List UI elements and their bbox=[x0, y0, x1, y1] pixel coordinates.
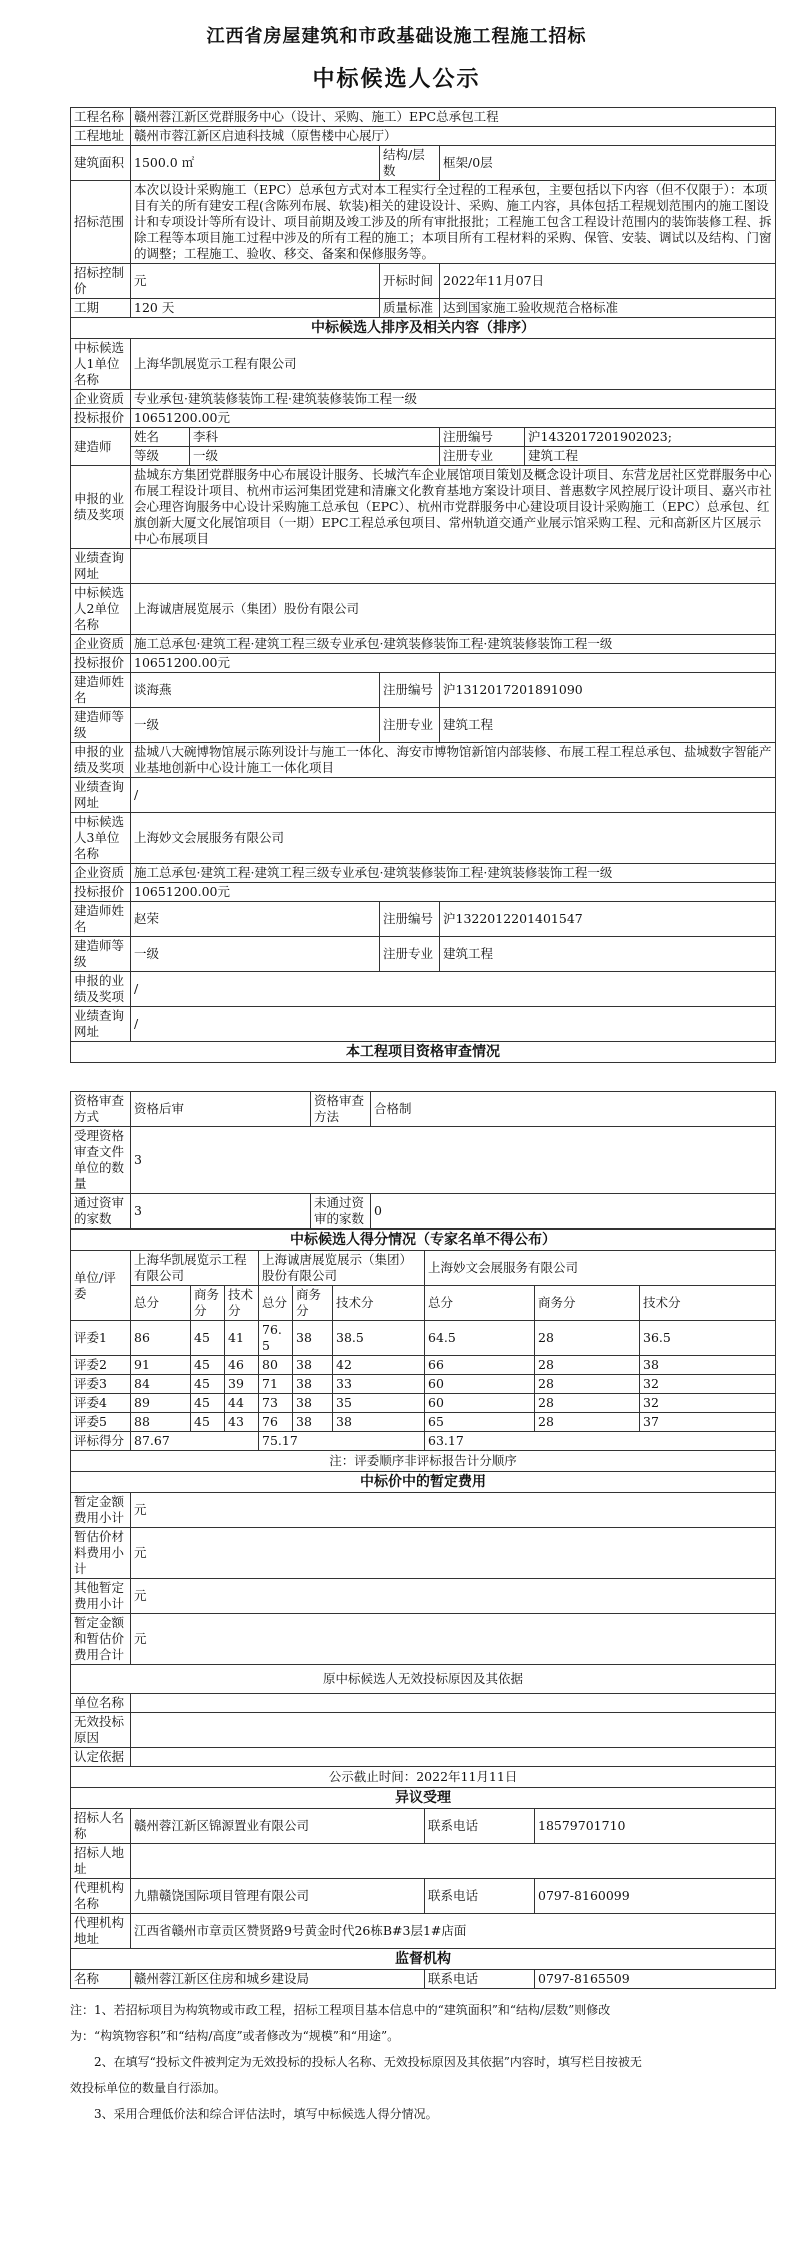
passed-count: 3 bbox=[131, 1194, 311, 1229]
score-cell: 80 bbox=[259, 1356, 293, 1375]
score-cell: 41 bbox=[225, 1321, 259, 1356]
footnote-line: 3、采用合理低价法和综合评估法时，填写中标候选人得分情况。 bbox=[94, 2107, 438, 2121]
label-cell: 代理机构地址 bbox=[71, 1914, 131, 1949]
score-cell: 38.5 bbox=[333, 1321, 425, 1356]
label-cell: 招标控制价 bbox=[71, 264, 131, 299]
score-cell: 45 bbox=[191, 1356, 225, 1375]
footnote-line: 2、在填写“投标文件被判定为无效投标的投标人名称、无效投标原因及其依据”内容时，填写栏目按被无 bbox=[94, 2055, 642, 2069]
candidate-bid: 10651200.00元 bbox=[131, 654, 776, 673]
label-cell: 投标报价 bbox=[71, 409, 131, 428]
score-cell: 36.5 bbox=[640, 1321, 776, 1356]
score-cell: 45 bbox=[191, 1413, 225, 1432]
label-cell: 代理机构名称 bbox=[71, 1879, 131, 1914]
builder-grade: 一级 bbox=[131, 937, 380, 972]
section-title: 中标价中的暂定费用 bbox=[71, 1472, 776, 1493]
label-cell: 注册专业 bbox=[440, 447, 525, 466]
label-cell: 注册专业 bbox=[380, 937, 440, 972]
col-header: 总分 bbox=[131, 1286, 191, 1321]
candidate-quals: 专业承包·建筑装修装饰工程·建筑装修装饰工程一级 bbox=[131, 390, 776, 409]
builder-reg-no: 沪1322012201401547 bbox=[440, 902, 776, 937]
score-cell: 28 bbox=[535, 1356, 640, 1375]
score-cell: 38 bbox=[293, 1356, 333, 1375]
label-cell: 单位名称 bbox=[71, 1694, 131, 1713]
builder-major: 建筑工程 bbox=[440, 708, 776, 743]
footnotes bbox=[70, 1997, 775, 2127]
label-cell: 等级 bbox=[131, 447, 190, 466]
label-cell: 建造师 bbox=[71, 428, 131, 466]
label-cell: 暂定金额和暂估价费用合计 bbox=[71, 1614, 131, 1665]
label-cell: 联系电话 bbox=[425, 1970, 535, 1989]
score-cell: 84 bbox=[131, 1375, 191, 1394]
judge-label: 评委4 bbox=[71, 1394, 131, 1413]
table-row bbox=[71, 1321, 776, 1356]
review-eval-method: 合格制 bbox=[371, 1092, 776, 1127]
label-cell: 联系电话 bbox=[425, 1879, 535, 1914]
score-cell: 45 bbox=[191, 1321, 225, 1356]
candidate-quals: 施工总承包·建筑工程·建筑工程三级专业承包·建筑装修装饰工程·建筑装修装饰工程一级 bbox=[131, 635, 776, 654]
label-cell: 评标得分 bbox=[71, 1432, 131, 1451]
builder-reg-no: 沪1432017201902023; bbox=[525, 428, 776, 447]
duration: 120 天 bbox=[131, 299, 380, 318]
candidate-performance: 盐城八大碗博物馆展示陈列设计与施工一体化、海安市博物馆新馆内部装修、布展工程工程总承包、盐城数字智能产业基地创新中心设计施工一体化项目 bbox=[131, 743, 776, 778]
score-cell: 44 bbox=[225, 1394, 259, 1413]
score-cell: 43 bbox=[225, 1413, 259, 1432]
candidate-rank-label: 中标候选人1单位名称 bbox=[71, 339, 131, 390]
label-cell: 建筑面积 bbox=[71, 146, 131, 181]
provisional-value: 元 bbox=[131, 1579, 776, 1614]
label-cell: 建造师姓名 bbox=[71, 673, 131, 708]
label-cell: 建造师等级 bbox=[71, 708, 131, 743]
judge-label: 评委1 bbox=[71, 1321, 131, 1356]
score-cell: 60 bbox=[425, 1375, 535, 1394]
col-header: 技术分 bbox=[225, 1286, 259, 1321]
score-cell: 76 bbox=[259, 1413, 293, 1432]
score-cell: 71 bbox=[259, 1375, 293, 1394]
judge-label: 评委3 bbox=[71, 1375, 131, 1394]
tenderer-name: 赣州蓉江新区锦源置业有限公司 bbox=[131, 1809, 425, 1844]
score-cell: 88 bbox=[131, 1413, 191, 1432]
label-cell: 通过资审的家数 bbox=[71, 1194, 131, 1229]
col-header: 商务分 bbox=[191, 1286, 225, 1321]
invalid-company bbox=[131, 1694, 776, 1713]
builder-major: 建筑工程 bbox=[440, 937, 776, 972]
tenderer-phone: 18579701710 bbox=[535, 1809, 776, 1844]
label-cell: 工期 bbox=[71, 299, 131, 318]
builder-grade: 一级 bbox=[190, 447, 440, 466]
label-cell: 申报的业绩及奖项 bbox=[71, 972, 131, 1007]
label-cell: 工程名称 bbox=[71, 108, 131, 127]
builder-name: 谈海燕 bbox=[131, 673, 380, 708]
project-name: 赣州蓉江新区党群服务中心（设计、采购、施工）EPC总承包工程 bbox=[131, 108, 776, 127]
section-title: 原中标候选人无效投标原因及其依据 bbox=[71, 1665, 776, 1694]
score-cell: 32 bbox=[640, 1394, 776, 1413]
invalid-basis bbox=[131, 1748, 776, 1767]
label-cell: 认定依据 bbox=[71, 1748, 131, 1767]
score-company-header: 上海华凯展览示工程有限公司 bbox=[131, 1251, 259, 1286]
table-row bbox=[71, 1356, 776, 1375]
score-cell: 76.5 bbox=[259, 1321, 293, 1356]
label-cell: 注册编号 bbox=[440, 428, 525, 447]
label-cell: 申报的业绩及奖项 bbox=[71, 466, 131, 549]
col-header: 商务分 bbox=[535, 1286, 640, 1321]
label-cell: 工程地址 bbox=[71, 127, 131, 146]
label-cell: 企业资质 bbox=[71, 635, 131, 654]
scores-table bbox=[70, 1229, 776, 1989]
score-company-header: 上海妙文会展服务有限公司 bbox=[425, 1251, 776, 1286]
label-cell: 资格审查方法 bbox=[311, 1092, 371, 1127]
final-score: 75.17 bbox=[259, 1432, 425, 1451]
label-cell: 无效投标原因 bbox=[71, 1713, 131, 1748]
score-cell: 28 bbox=[535, 1321, 640, 1356]
builder-name: 李科 bbox=[190, 428, 440, 447]
candidate-rank-label: 中标候选人2单位名称 bbox=[71, 584, 131, 635]
score-cell: 86 bbox=[131, 1321, 191, 1356]
col-header: 商务分 bbox=[293, 1286, 333, 1321]
candidate-company: 上海妙文会展服务有限公司 bbox=[131, 813, 776, 864]
score-cell: 32 bbox=[640, 1375, 776, 1394]
label-cell: 注册编号 bbox=[380, 673, 440, 708]
label-cell: 建造师等级 bbox=[71, 937, 131, 972]
project-scope: 本次以设计采购施工（EPC）总承包方式对本工程实行全过程的工程承包，主要包括以下内容（但不仅限于）：本项目有关的所有建安工程(含陈列布展、软装)相关的建设设计、采购、施工内容，具体包括工程规划范围内的施工图设计和专项设计等所有设计、项目前期及竣工涉及的所有审批报批；工程施工包含工程设计范围内的装饰装修工程、拆除工程等本项目施工过程中涉及的所有工程的施工；本项目所有工程材料的采购、保管、安装、调试以及结构、门窗的调整；工程施工、验收、移交、备案和保修服务等。 bbox=[131, 181, 776, 264]
col-header: 技术分 bbox=[333, 1286, 425, 1321]
label-cell: 招标人地址 bbox=[71, 1844, 131, 1879]
label-cell: 开标时间 bbox=[380, 264, 440, 299]
score-cell: 28 bbox=[535, 1394, 640, 1413]
col-header: 总分 bbox=[425, 1286, 535, 1321]
builder-grade: 一级 bbox=[131, 708, 380, 743]
query-url: / bbox=[131, 1007, 776, 1042]
page-title: 江西省房屋建筑和市政基础设施工程施工招标 bbox=[206, 26, 587, 47]
project-area: 1500.0 ㎡ bbox=[131, 146, 380, 181]
score-cell: 28 bbox=[535, 1413, 640, 1432]
candidate-performance: 盐城东方集团党群服务中心布展设计服务、长城汽车企业展馆项目策划及概念设计项目、东营龙居社区党群服务中心布展工程设计项目、杭州市运河集团党建和清廉文化教育基地方案设计项目、普惠数字风控展厅设计项目、嘉兴市社会心理咨询服务中心设计采购施工总承包（EPC）、杭州市党群服务中心建设项目设计采购施工（EPC）总承包、红旗创新大厦文化展馆项目（一期）EPC工程总承包项目、常州轨道交通产业展示馆采购工程、元和高新区片区展示中心布展项目 bbox=[131, 466, 776, 549]
score-cell: 39 bbox=[225, 1375, 259, 1394]
candidate-performance: / bbox=[131, 972, 776, 1007]
failed-count: 0 bbox=[371, 1194, 776, 1229]
score-note: 注：评委顺序非评标报告计分顺序 bbox=[71, 1451, 776, 1472]
score-cell: 33 bbox=[333, 1375, 425, 1394]
tenderer-address bbox=[131, 1844, 776, 1879]
score-cell: 73 bbox=[259, 1394, 293, 1413]
footnote-line: 注：1、若招标项目为构筑物或市政工程，招标工程项目基本信息中的“建筑面积”和“结构/层数”则修改 bbox=[70, 2003, 611, 2017]
candidate-company: 上海诚唐展览展示（集团）股份有限公司 bbox=[131, 584, 776, 635]
agent-name: 九鼎赣饶国际项目管理有限公司 bbox=[131, 1879, 425, 1914]
judge-label: 评委2 bbox=[71, 1356, 131, 1375]
label-cell: 联系电话 bbox=[425, 1809, 535, 1844]
label-cell: 质量标准 bbox=[380, 299, 440, 318]
accepted-count: 3 bbox=[131, 1127, 776, 1194]
provisional-value: 元 bbox=[131, 1493, 776, 1528]
score-cell: 64.5 bbox=[425, 1321, 535, 1356]
candidate-bid: 10651200.00元 bbox=[131, 883, 776, 902]
label-cell: 业绩查询网址 bbox=[71, 1007, 131, 1042]
final-score: 63.17 bbox=[425, 1432, 776, 1451]
query-url bbox=[131, 549, 776, 584]
supervisor-name: 赣州蓉江新区住房和城乡建设局 bbox=[131, 1970, 425, 1989]
footnote-line: 为：“构筑物容积”和“结构/高度”或者修改为“规模”和“用途”。 bbox=[70, 2029, 400, 2043]
label-cell: 未通过资审的家数 bbox=[311, 1194, 371, 1229]
score-cell: 45 bbox=[191, 1375, 225, 1394]
label-cell: 投标报价 bbox=[71, 883, 131, 902]
builder-reg-no: 沪1312017201891090 bbox=[440, 673, 776, 708]
section-title: 中标候选人排序及相关内容（排序） bbox=[71, 318, 776, 339]
query-url: / bbox=[131, 778, 776, 813]
label-cell: 注册专业 bbox=[380, 708, 440, 743]
score-cell: 45 bbox=[191, 1394, 225, 1413]
label-cell: 建造师姓名 bbox=[71, 902, 131, 937]
builder-name: 赵荣 bbox=[131, 902, 380, 937]
score-cell: 38 bbox=[333, 1413, 425, 1432]
score-cell: 28 bbox=[535, 1375, 640, 1394]
label-cell: 企业资质 bbox=[71, 864, 131, 883]
table-row bbox=[71, 1413, 776, 1432]
bid-open-time: 2022年11月07日 bbox=[440, 264, 776, 299]
final-score: 87.67 bbox=[131, 1432, 259, 1451]
review-method: 资格后审 bbox=[131, 1092, 311, 1127]
agent-phone: 0797-8160099 bbox=[535, 1879, 776, 1914]
score-cell: 38 bbox=[293, 1321, 333, 1356]
section-title: 异议受理 bbox=[71, 1788, 776, 1809]
section-title: 本工程项目资格审查情况 bbox=[71, 1042, 776, 1063]
footnote-line: 效投标单位的数量自行添加。 bbox=[70, 2081, 227, 2095]
score-cell: 37 bbox=[640, 1413, 776, 1432]
score-cell: 38 bbox=[640, 1356, 776, 1375]
page-subtitle: 中标候选人公示 bbox=[312, 66, 481, 92]
label-cell: 暂估价材料费用小计 bbox=[71, 1528, 131, 1579]
provisional-value: 元 bbox=[131, 1614, 776, 1665]
control-price: 元 bbox=[131, 264, 380, 299]
score-cell: 89 bbox=[131, 1394, 191, 1413]
supervisor-phone: 0797-8165509 bbox=[535, 1970, 776, 1989]
label-cell: 业绩查询网址 bbox=[71, 778, 131, 813]
candidate-rank-label: 中标候选人3单位名称 bbox=[71, 813, 131, 864]
label-cell: 招标范围 bbox=[71, 181, 131, 264]
agent-address: 江西省赣州市章贡区赞贤路9号黄金时代26栋B#3层1#店面 bbox=[131, 1914, 776, 1949]
judge-label: 评委5 bbox=[71, 1413, 131, 1432]
score-company-header: 上海诚唐展览展示（集团）股份有限公司 bbox=[259, 1251, 425, 1286]
label-cell: 暂定金额费用小计 bbox=[71, 1493, 131, 1528]
score-cell: 38 bbox=[293, 1375, 333, 1394]
label-cell: 结构/层数 bbox=[380, 146, 440, 181]
label-cell: 资格审查方式 bbox=[71, 1092, 131, 1127]
label-cell: 企业资质 bbox=[71, 390, 131, 409]
score-cell: 38 bbox=[293, 1394, 333, 1413]
label-cell: 业绩查询网址 bbox=[71, 549, 131, 584]
candidate-company: 上海华凯展览示工程有限公司 bbox=[131, 339, 776, 390]
col-header: 技术分 bbox=[640, 1286, 776, 1321]
score-cell: 46 bbox=[225, 1356, 259, 1375]
project-location: 赣州市蓉江新区启迪科技城（原售楼中心展厅） bbox=[131, 127, 776, 146]
score-cell: 35 bbox=[333, 1394, 425, 1413]
score-cell: 42 bbox=[333, 1356, 425, 1375]
score-cell: 65 bbox=[425, 1413, 535, 1432]
project-info-table bbox=[70, 107, 776, 1063]
score-cell: 38 bbox=[293, 1413, 333, 1432]
label-cell: 投标报价 bbox=[71, 654, 131, 673]
section-title: 监督机构 bbox=[71, 1949, 776, 1970]
label-cell: 姓名 bbox=[131, 428, 190, 447]
label-cell: 受理资格审查文件单位的数量 bbox=[71, 1127, 131, 1194]
label-cell: 其他暂定费用小计 bbox=[71, 1579, 131, 1614]
col-header: 总分 bbox=[259, 1286, 293, 1321]
score-cell: 60 bbox=[425, 1394, 535, 1413]
invalid-reason bbox=[131, 1713, 776, 1748]
builder-major: 建筑工程 bbox=[525, 447, 776, 466]
candidate-bid: 10651200.00元 bbox=[131, 409, 776, 428]
provisional-value: 元 bbox=[131, 1528, 776, 1579]
label-cell: 注册编号 bbox=[380, 902, 440, 937]
project-structure: 框架/0层 bbox=[440, 146, 776, 181]
quality-standard: 达到国家施工验收规范合格标准 bbox=[440, 299, 776, 318]
table-row bbox=[71, 1375, 776, 1394]
label-cell: 单位/评委 bbox=[71, 1251, 131, 1321]
candidate-quals: 施工总承包·建筑工程·建筑工程三级专业承包·建筑装修装饰工程·建筑装修装饰工程一级 bbox=[131, 864, 776, 883]
qualification-table bbox=[70, 1091, 776, 1229]
label-cell: 申报的业绩及奖项 bbox=[71, 743, 131, 778]
publicity-deadline: 公示截止时间：2022年11月11日 bbox=[71, 1767, 776, 1788]
table-row bbox=[71, 1394, 776, 1413]
score-cell: 66 bbox=[425, 1356, 535, 1375]
score-cell: 91 bbox=[131, 1356, 191, 1375]
label-cell: 名称 bbox=[71, 1970, 131, 1989]
label-cell: 招标人名称 bbox=[71, 1809, 131, 1844]
section-title: 中标候选人得分情况（专家名单不得公布） bbox=[71, 1230, 776, 1251]
